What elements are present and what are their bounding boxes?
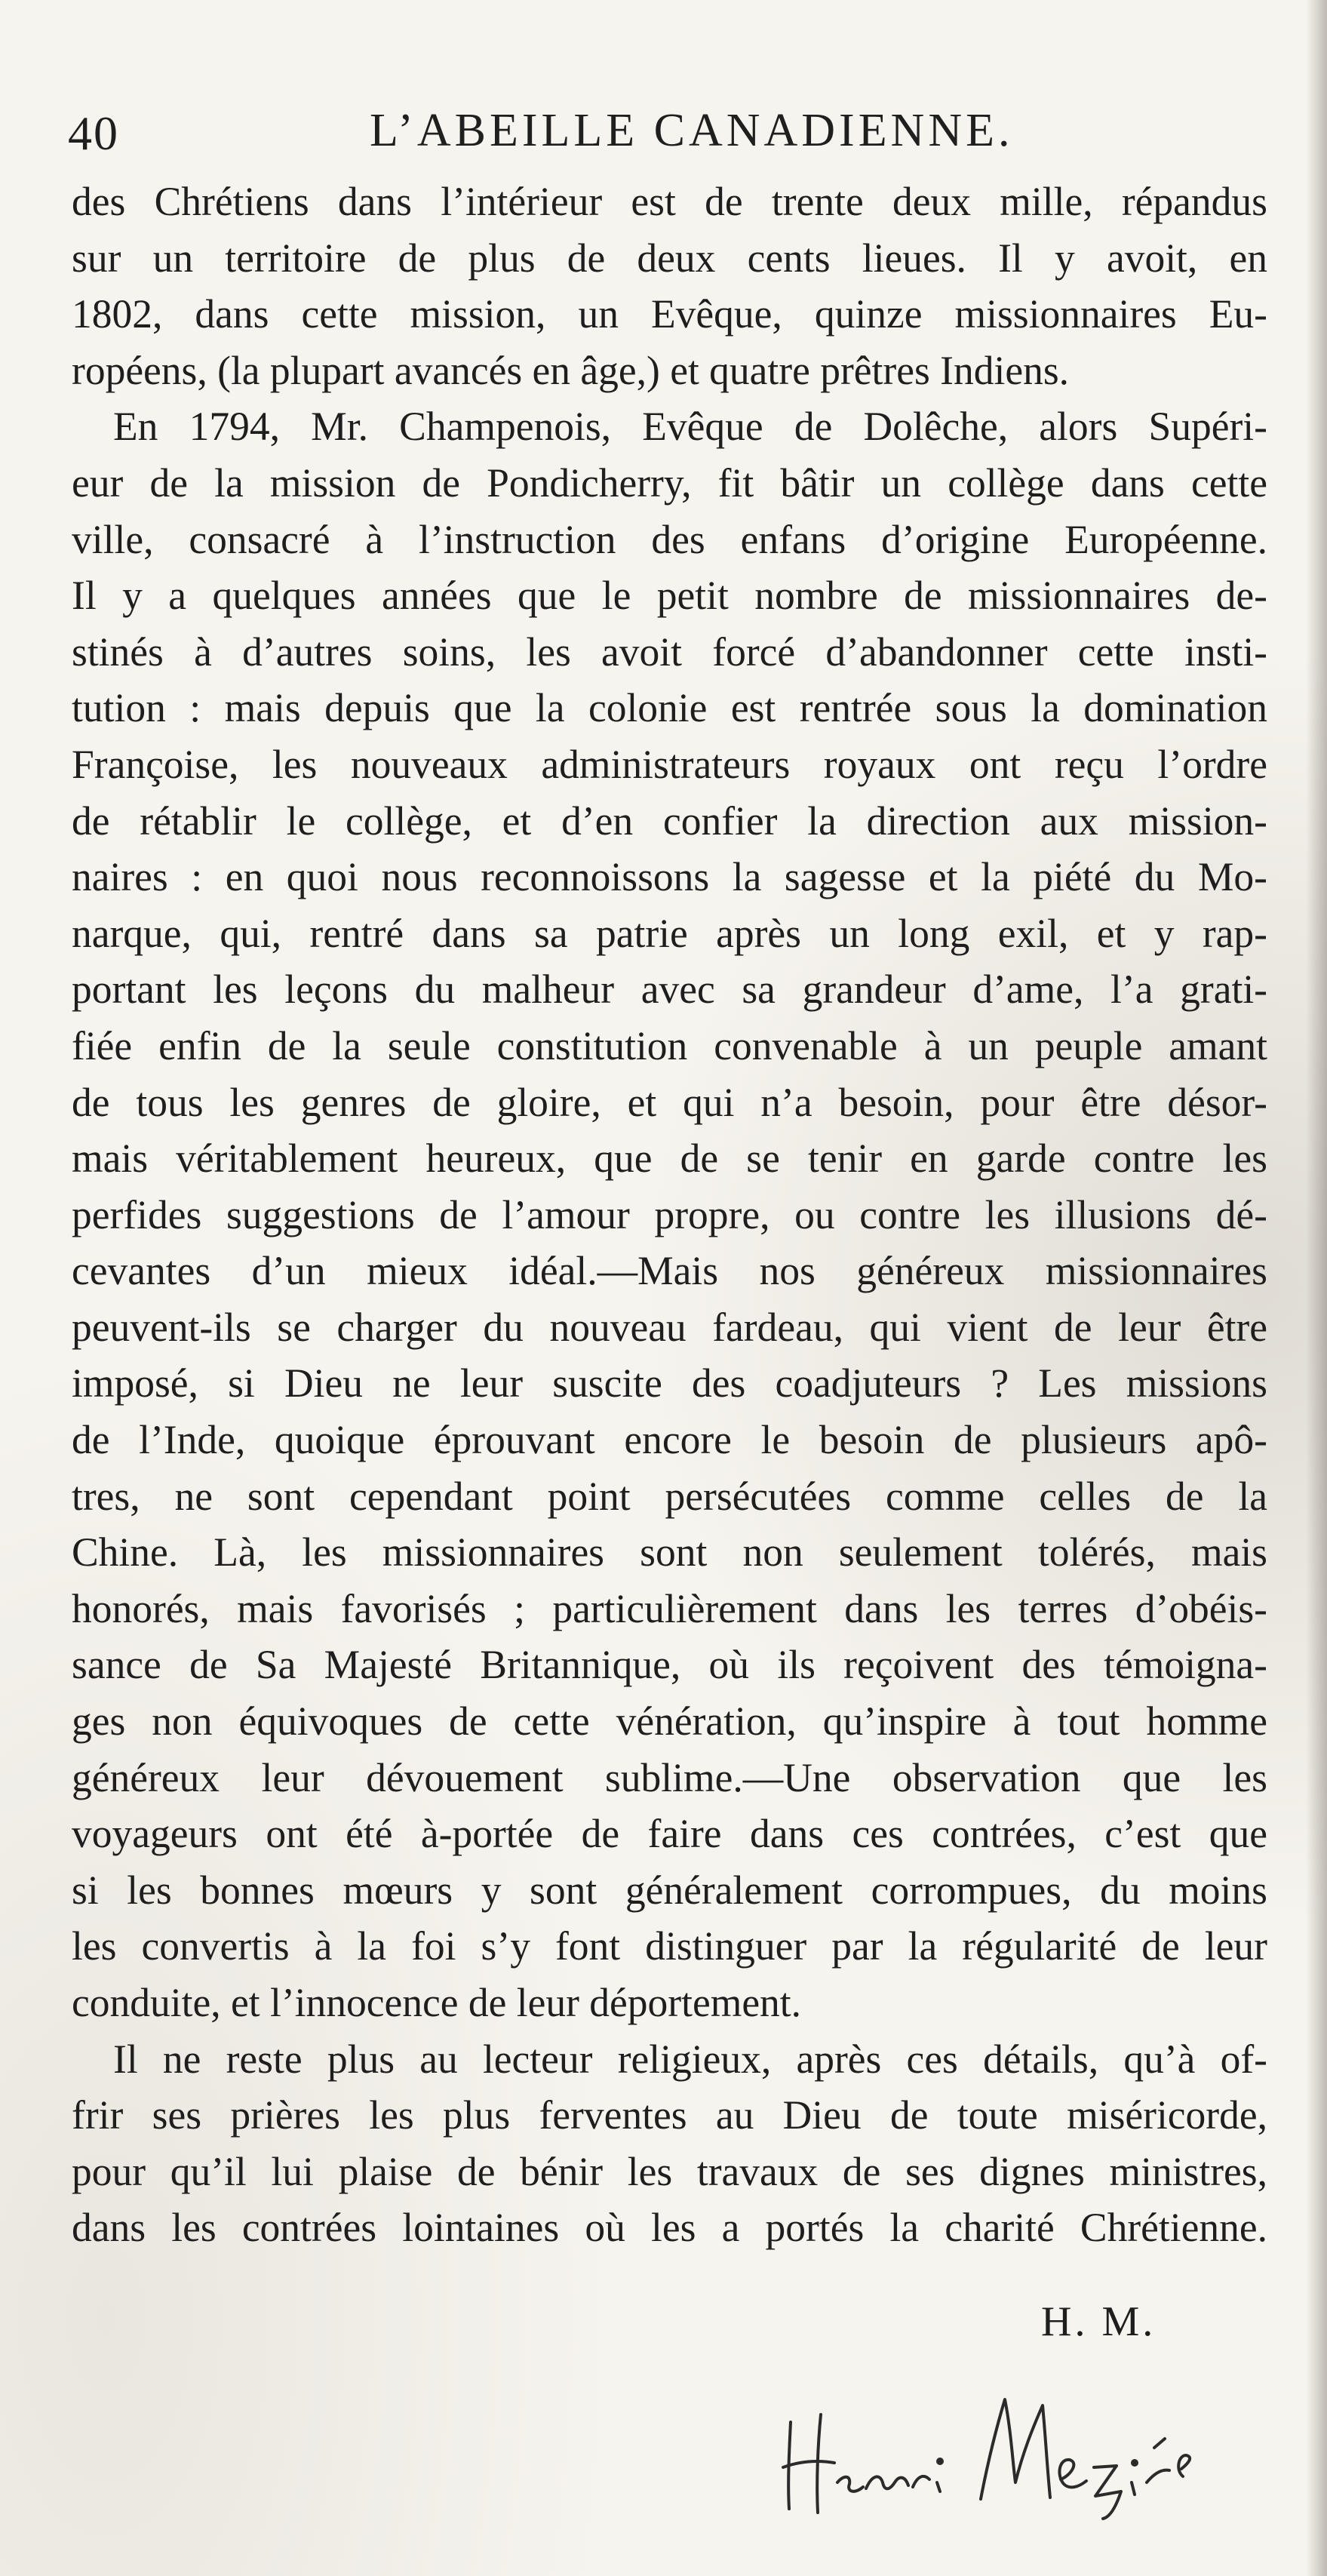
author-initials: H. M. bbox=[1041, 2298, 1157, 2345]
text-line: les convertis à la foi s’y font distinguer par la régularité de leur bbox=[72, 1923, 1267, 1969]
signature-stroke bbox=[913, 2476, 929, 2487]
text-line: fiée enfin de la seule constitution convenable à un peuple amant bbox=[72, 1022, 1267, 1068]
text-line: ropéens, (la plupart avancés en âge,) et quatre prêtres Indiens. bbox=[72, 347, 1070, 393]
paragraph-start-line: Il ne reste plus au lecteur religieux, après ces détails, qu’à of- bbox=[113, 2036, 1267, 2082]
text-line: de rétablir le collège, et d’en confier la direction aux mission- bbox=[72, 798, 1267, 844]
text-line: conduite, et l’innocence de leur déportement. bbox=[72, 1980, 802, 2025]
text-line: sur un territoire de plus de deux cents lieues. Il y avoit, en bbox=[72, 235, 1267, 281]
text-line: naires : en quoi nous reconnoissons la sagesse et la piété du Mo- bbox=[72, 854, 1267, 900]
signature-stroke bbox=[1147, 2470, 1169, 2482]
signature-stroke bbox=[1178, 2455, 1190, 2476]
text-line: honorés, mais favorisés ; particulièrement dans les terres d’obéis- bbox=[72, 1585, 1267, 1631]
signature-dot bbox=[938, 2459, 942, 2464]
signature-stroke bbox=[866, 2476, 908, 2488]
text-line: généreux leur dévouement sublime.—Une observation que les bbox=[72, 1754, 1267, 1800]
text-line: perfides suggestions de l’amour propre, ou contre les illusions dé- bbox=[72, 1191, 1267, 1237]
text-line: 1802, dans cette mission, un Evêque, quinze missionnaires Eu- bbox=[72, 291, 1267, 337]
page-edge-shadow bbox=[1306, 0, 1327, 2576]
signature-dot bbox=[1132, 2461, 1137, 2465]
running-title: L’ABEILLE CANADIENNE. bbox=[370, 105, 1014, 156]
signature-stroke bbox=[981, 2399, 1050, 2499]
signature-stroke bbox=[1094, 2466, 1121, 2519]
text-line: peuvent-ils se charger du nouveau fardeau, qui vient de leur être bbox=[72, 1304, 1267, 1350]
handwritten-signature bbox=[762, 2369, 1290, 2520]
text-line: portant les leçons du malheur avec sa grandeur d’ame, l’a grati- bbox=[72, 967, 1267, 1013]
text-line: stinés à d’autres soins, les avoit forcé d’abandonner cette insti- bbox=[72, 629, 1267, 675]
text-line: tution : mais depuis que la colonie est rentrée sous la domination bbox=[72, 685, 1267, 731]
text-line: Françoise, les nouveaux administrateurs royaux ont reçu l’ordre bbox=[72, 741, 1267, 787]
text-line: cevantes d’un mieux idéal.—Mais nos généreux missionnaires bbox=[72, 1248, 1267, 1294]
paragraph-start-line: En 1794, Mr. Champenois, Evêque de Dolêche, alors Supéri- bbox=[113, 404, 1267, 450]
body-text bbox=[72, 174, 1267, 2256]
signature-stroke bbox=[817, 2415, 821, 2513]
text-line: tres, ne sont cependant point persécutées comme celles de la bbox=[72, 1473, 1267, 1519]
signature-stroke bbox=[1132, 2482, 1135, 2495]
text-line: si les bonnes mœurs y sont généralement corrompues, du moins bbox=[72, 1867, 1267, 1913]
text-line: Il y a quelques années que le petit nombre de missionnaires de- bbox=[72, 573, 1267, 619]
text-line: narque, qui, rentré dans sa patrie après un long exil, et y rap- bbox=[72, 910, 1267, 956]
signature-stroke bbox=[1059, 2460, 1086, 2487]
page-header bbox=[68, 91, 1275, 174]
text-line: dans les contrées lointaines où les a portés la charité Chrétienne. bbox=[72, 2205, 1267, 2251]
text-line: Chine. Là, les missionnaires sont non seulement tolérés, mais bbox=[72, 1529, 1267, 1575]
text-line: de l’Inde, quoique éprouvant encore le besoin de plusieurs apô- bbox=[72, 1417, 1267, 1463]
signature-text: Henri Mezière bbox=[762, 2369, 766, 2370]
text-line: des Chrétiens dans l’intérieur est de trente deux mille, répandus bbox=[72, 179, 1267, 224]
page-number: 40 bbox=[68, 106, 119, 160]
text-line: eur de la mission de Pondicherry, fit bâtir un collège dans cette bbox=[72, 460, 1267, 506]
text-line: imposé, si Dieu ne leur suscite des coadjuteurs ? Les missions bbox=[72, 1360, 1267, 1406]
text-line: ges non équivoques de cette vénération, qu’inspire à tout homme bbox=[72, 1698, 1267, 1744]
signature-stroke bbox=[1154, 2439, 1165, 2448]
text-line: ville, consacré à l’instruction des enfans d’origine Européenne. bbox=[72, 516, 1267, 562]
signature-stroke bbox=[837, 2477, 863, 2491]
text-line: mais véritablement heureux, que de se tenir en garde contre les bbox=[72, 1136, 1267, 1182]
text-line: frir ses prières les plus ferventes au Dieu de toute miséricorde, bbox=[72, 2092, 1267, 2138]
text-line: de tous les genres de gloire, et qui n’a besoin, pour être désor- bbox=[72, 1079, 1267, 1125]
signature-stroke bbox=[783, 2461, 834, 2467]
text-line: sance de Sa Majesté Britannique, où ils reçoivent des témoigna- bbox=[72, 1642, 1267, 1688]
text-line: pour qu’il lui plaise de bénir les travaux de ses dignes ministres, bbox=[72, 2148, 1267, 2194]
text-line: voyageurs ont été à-portée de faire dans ces contrées, c’est que bbox=[72, 1811, 1267, 1857]
signature-stroke bbox=[937, 2482, 940, 2491]
